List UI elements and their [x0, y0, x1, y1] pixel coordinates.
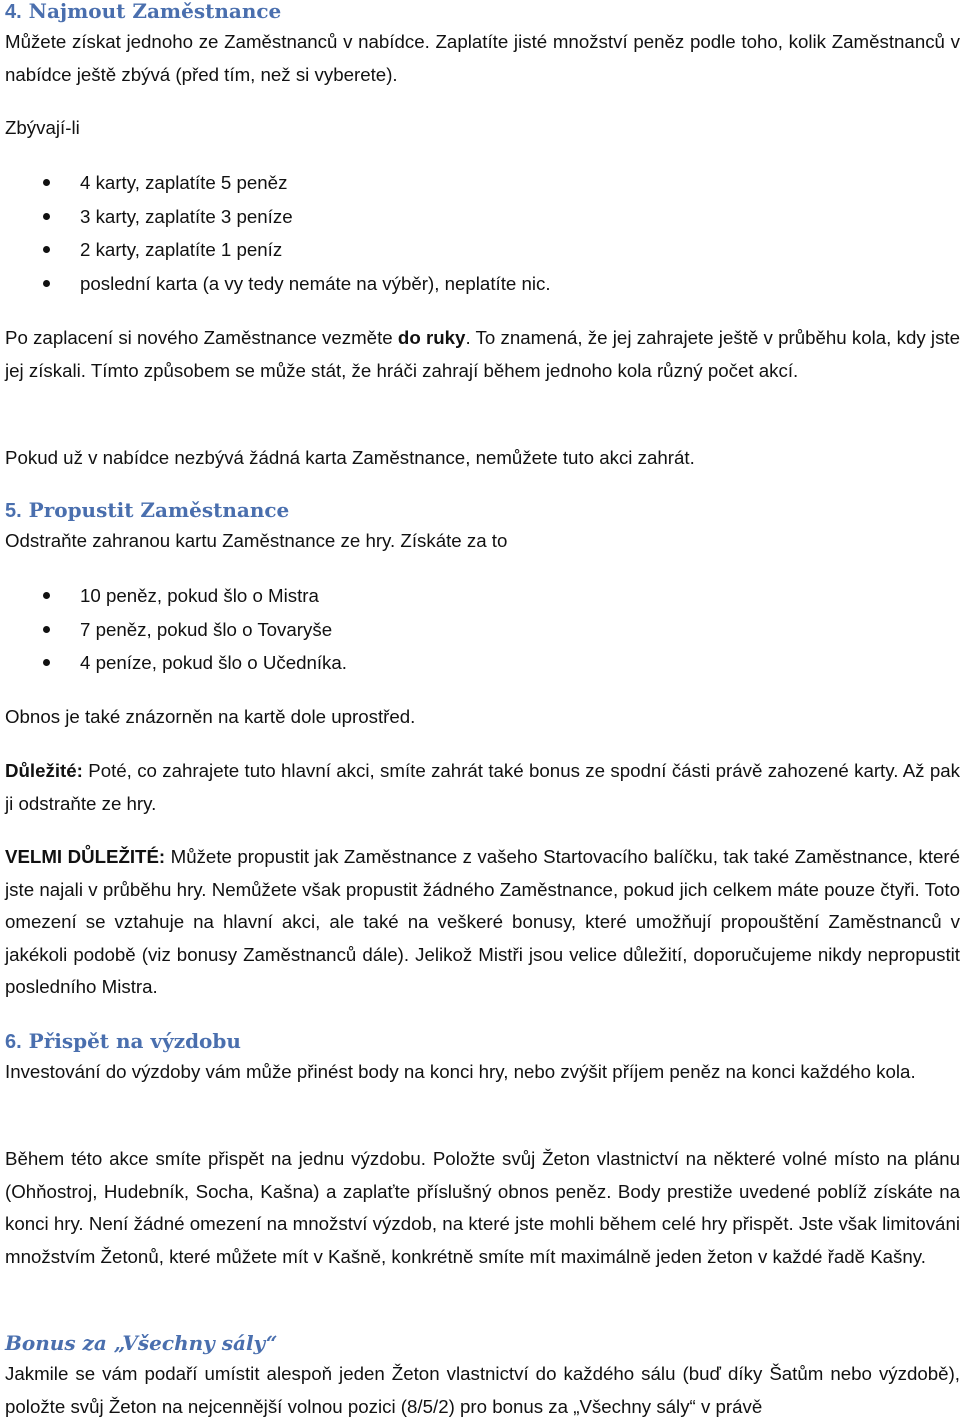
- section-5-paragraph-1: Obnos je také znázorněn na kartě dole uprostřed.: [5, 706, 416, 727]
- bullet-icon: [43, 179, 50, 186]
- list-item-text: 3 karty, zaplatíte 3 peníze: [80, 205, 293, 227]
- list-item: [0, 579, 347, 613]
- text-run: Po zaplacení si nového Zaměstnance vezměte: [5, 327, 398, 348]
- section-4-bullet-list: [0, 166, 551, 300]
- section-5-intro: Odstraňte zahranou kartu Zaměstnance ze hry. Získáte za to: [5, 530, 508, 551]
- section-5-very-important: [5, 841, 960, 1004]
- list-item: [0, 613, 347, 647]
- section-5-number: 5.: [5, 500, 22, 522]
- bullet-icon: [43, 659, 50, 666]
- very-important-label: VELMI DŮLEŽITÉ:: [5, 846, 166, 867]
- bullet-icon: [43, 592, 50, 599]
- bullet-icon: [43, 626, 50, 633]
- section-5-title: Propustit Zaměstnance: [28, 498, 290, 522]
- section-5-important: [5, 755, 960, 820]
- section-4-lead: Zbývají-li: [5, 117, 80, 138]
- section-6-heading: [5, 1028, 241, 1055]
- section-6-number: 6.: [5, 1031, 22, 1053]
- section-4-paragraph-2: Pokud už v nabídce nezbývá žádná karta Zaměstnance, nemůžete tuto akci zahrát.: [5, 447, 695, 468]
- list-item: [0, 267, 551, 301]
- bonus-heading: Bonus za „Všechny sály“: [5, 1331, 278, 1355]
- list-item: [0, 646, 347, 680]
- section-5-heading: [5, 497, 289, 524]
- section-4-number: 4.: [5, 1, 22, 23]
- section-6-title: Přispět na výzdobu: [28, 1029, 241, 1053]
- text-run: . To znamená, že jej zahrajete ještě v průběhu kola, kdy jste jej získali. Tímto způsobem se může stát, že hráči zahrají během jednoho kola různý počet akcí.: [5, 327, 960, 381]
- list-item-text: 4 karty, zaplatíte 5 peněz: [80, 172, 288, 193]
- text-run: Můžete propustit jak Zaměstnance z vašeho Startovacího balíčku, tak také Zaměstnance, které jste najali v průběhu hry. Nemůžete však propustit žádného Zaměstnance, pokud jich celkem máte pouze čtyři. Toto omezení se vztahuje na hlavní akci, ale také na veškeré bonusy, které umožňují propouštění Zaměstnanců v jakékoli podobě (viz bonusy Zaměstnanců dále). Jelikož Mistři jsou velice důležití, doporučujeme nikdy nepropustit posledního Mistra.: [5, 846, 960, 997]
- section-6-intro: Investování do výzdoby vám může přinést body na konci hry, nebo zvýšit příjem peněz na konci každého kola.: [5, 1061, 916, 1082]
- list-item: [0, 166, 551, 200]
- list-item-text: poslední karta (a vy tedy nemáte na výběr), neplatíte nic.: [80, 272, 551, 294]
- section-4-heading: [5, 0, 281, 25]
- bullet-icon: [43, 213, 50, 220]
- section-4-paragraph-1: [5, 322, 960, 387]
- section-6-paragraph-1: Během této akce smíte přispět na jednu výzdobu. Položte svůj Žeton vlastnictví na některé volné místo na plánu (Ohňostroj, Hudebník, Socha, Kašna) a zaplaťte příslušný obnos peněz. Body prestiže uvedené poblíž získáte na konci hry. Není žádné omezení na množství výzdob, na které jste mohli během celé hry přispět. Jste však limitováni množstvím Žetonů, které můžete mít v Kašně, konkrétně smíte mít maximálně jeden žeton v každé řadě Kašny.: [5, 1148, 960, 1267]
- important-label: Důležité:: [5, 760, 83, 781]
- list-item: [0, 233, 551, 267]
- section-4-title: Najmout Zaměstnance: [28, 0, 282, 23]
- list-item-text: 2 karty, zaplatíte 1 peníz: [80, 239, 283, 261]
- list-item-text: 4 peníze, pokud šlo o Učedníka.: [80, 652, 347, 674]
- list-item: [0, 200, 551, 234]
- list-item-text: 7 peněz, pokud šlo o Tovaryše: [80, 618, 333, 640]
- text-run: Poté, co zahrajete tuto hlavní akci, smíte zahrát také bonus ze spodní části právě zahozené karty. Až pak ji odstraňte ze hry.: [5, 760, 960, 814]
- bold-text: do ruky: [397, 327, 466, 348]
- section-4-intro: Můžete získat jednoho ze Zaměstnanců v nabídce. Zaplatíte jisté množství peněz podle toho, kolik Zaměstnanců v nabídce ještě zbývá (před tím, než si vyberete).: [5, 31, 960, 85]
- bonus-paragraph: Jakmile se vám podaří umístit alespoň jeden Žeton vlastnictví do každého sálu (buď díky Šatům nebo výzdobě), položte svůj Žeton na nejcennější volnou pozici (8/5/2) pro bonus za „Všechny sály“ v právě: [5, 1363, 960, 1417]
- bullet-icon: [43, 280, 50, 287]
- section-5-bullet-list: [0, 579, 347, 680]
- list-item-text: 10 peněz, pokud šlo o Mistra: [80, 585, 319, 606]
- bullet-icon: [43, 246, 50, 253]
